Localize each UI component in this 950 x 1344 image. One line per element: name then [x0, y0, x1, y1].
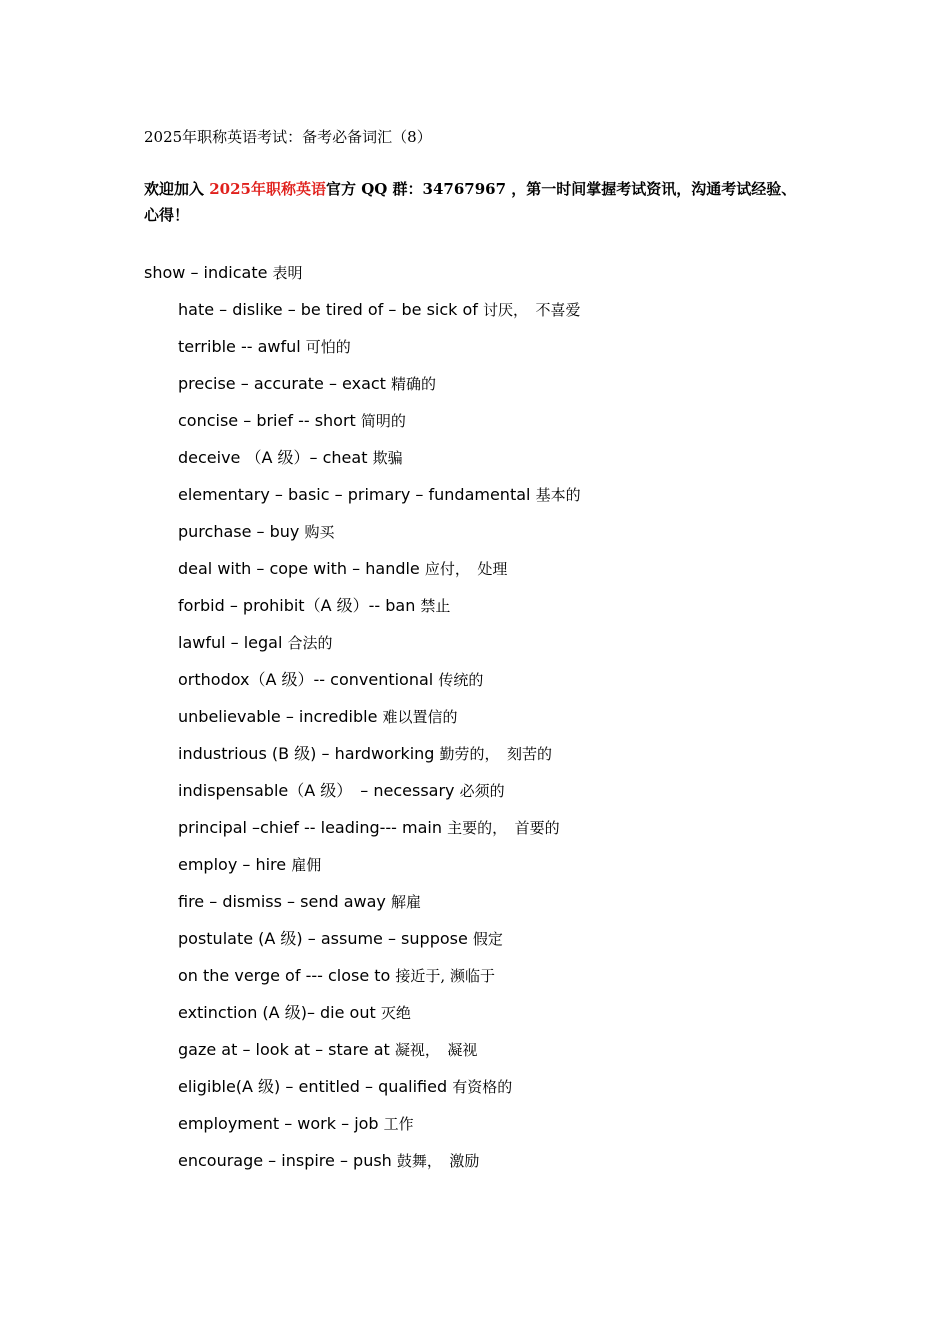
vocab-entry: [178, 854, 581, 891]
entry-chinese: 凝视， 凝视: [394, 1041, 478, 1059]
entry-chinese: 解雇: [390, 893, 421, 911]
entry-english: deceive （A 级）– cheat: [178, 448, 373, 467]
entry-english: extinction (A 级)– die out: [178, 1003, 381, 1022]
entry-english: principal –chief -- leading--- main: [178, 818, 448, 837]
entry-english: elementary – basic – primary – fundamental: [178, 485, 536, 504]
vocab-entry: [178, 1150, 581, 1187]
entry-english: unbelievable – incredible: [178, 707, 383, 726]
entry-english: indispensable（A 级） – necessary: [178, 781, 460, 800]
entry-chinese: 工作: [383, 1115, 414, 1133]
entry-english: purchase – buy: [178, 522, 305, 541]
vocab-list: [178, 299, 581, 1187]
entry-chinese: 假定: [472, 930, 503, 948]
notice-suffix: 官方 QQ 群：34767967 ，第一时间掌握考试资讯，沟通考试经验、心得！: [144, 180, 797, 224]
vocab-entry: [178, 743, 581, 780]
entry-chinese: 有资格的: [452, 1078, 513, 1096]
entry-english: industrious (B 级) – hardworking: [178, 744, 440, 763]
entry-english: gaze at – look at – stare at: [178, 1040, 395, 1059]
entry-english: terrible -- awful: [178, 337, 306, 356]
vocab-entry: [178, 965, 581, 1002]
vocab-entry: [178, 299, 581, 336]
entry-english: on the verge of --- close to: [178, 966, 396, 985]
entry-english: fire – dismiss – send away: [178, 892, 391, 911]
qq-group-notice: [144, 176, 804, 228]
entry-english: orthodox（A 级）-- conventional: [178, 670, 439, 689]
entry-chinese: 简明的: [360, 412, 406, 430]
entry-chinese: 灭绝: [380, 1004, 411, 1022]
vocab-entry: [178, 373, 581, 410]
entry-chinese: 精确的: [391, 375, 437, 393]
entry-chinese: 基本的: [535, 486, 581, 504]
entry-chinese: 接近于, 濒临于: [395, 967, 495, 985]
entry-english: hate – dislike – be tired of – be sick of: [178, 300, 484, 319]
vocab-entry: [178, 410, 581, 447]
vocab-entry: [178, 669, 581, 706]
entry-english: postulate (A 级) – assume – suppose: [178, 929, 473, 948]
entry-english: encourage – inspire – push: [178, 1151, 397, 1170]
vocab-entry-first: [144, 262, 303, 284]
vocab-entry: [178, 928, 581, 965]
entry-chinese: 雇佣: [291, 856, 322, 874]
vocab-entry: [178, 1002, 581, 1039]
vocab-entry: [178, 1076, 581, 1113]
entry-english: forbid – prohibit（A 级）-- ban: [178, 596, 421, 615]
entry-english: employ – hire: [178, 855, 292, 874]
vocab-entry: [178, 447, 581, 484]
document-title: 2025年职称英语考试：备考必备词汇（8）: [144, 128, 432, 146]
vocab-entry: [178, 780, 581, 817]
vocab-entry: [178, 632, 581, 669]
vocab-entry: [178, 891, 581, 928]
entry-chinese: 必须的: [459, 782, 505, 800]
vocab-entry: [178, 521, 581, 558]
entry-chinese: 可怕的: [305, 338, 351, 356]
vocab-entry: [178, 595, 581, 632]
vocab-entry: [178, 484, 581, 521]
entry-chinese: 讨厌， 不喜爱: [483, 301, 581, 319]
entry-english: deal with – cope with – handle: [178, 559, 425, 578]
vocab-entry: [178, 1113, 581, 1150]
entry-english: lawful – legal: [178, 633, 288, 652]
entry-chinese: 难以置信的: [382, 708, 458, 726]
entry-english: precise – accurate – exact: [178, 374, 392, 393]
entry-chinese: 应付， 处理: [424, 560, 508, 578]
entry-chinese: 欺骗: [372, 449, 403, 467]
entry-chinese: 勤劳的， 刻苦的: [439, 745, 553, 763]
entry-chinese: 主要的， 首要的: [447, 819, 560, 837]
entry-english: concise – brief -- short: [178, 411, 361, 430]
entry-chinese: 鼓舞， 激励: [396, 1152, 480, 1170]
entry-chinese: 购买: [304, 523, 335, 541]
entry-english: eligible(A 级) – entitled – qualified: [178, 1077, 453, 1096]
entry-chinese: 传统的: [438, 671, 484, 689]
notice-prefix: 欢迎加入: [144, 180, 210, 198]
entry-chinese: 禁止: [420, 597, 451, 615]
vocab-entry: [178, 1039, 581, 1076]
entry-chinese: 合法的: [287, 634, 333, 652]
vocab-entry: [178, 706, 581, 743]
vocab-entry: [178, 817, 581, 854]
vocab-entry: [178, 336, 581, 373]
vocab-entry: [178, 558, 581, 595]
entry-english: show – indicate: [144, 263, 273, 282]
entry-chinese: 表明: [272, 264, 303, 282]
notice-highlight: 2025年职称英语: [209, 180, 326, 198]
entry-english: employment – work – job: [178, 1114, 384, 1133]
